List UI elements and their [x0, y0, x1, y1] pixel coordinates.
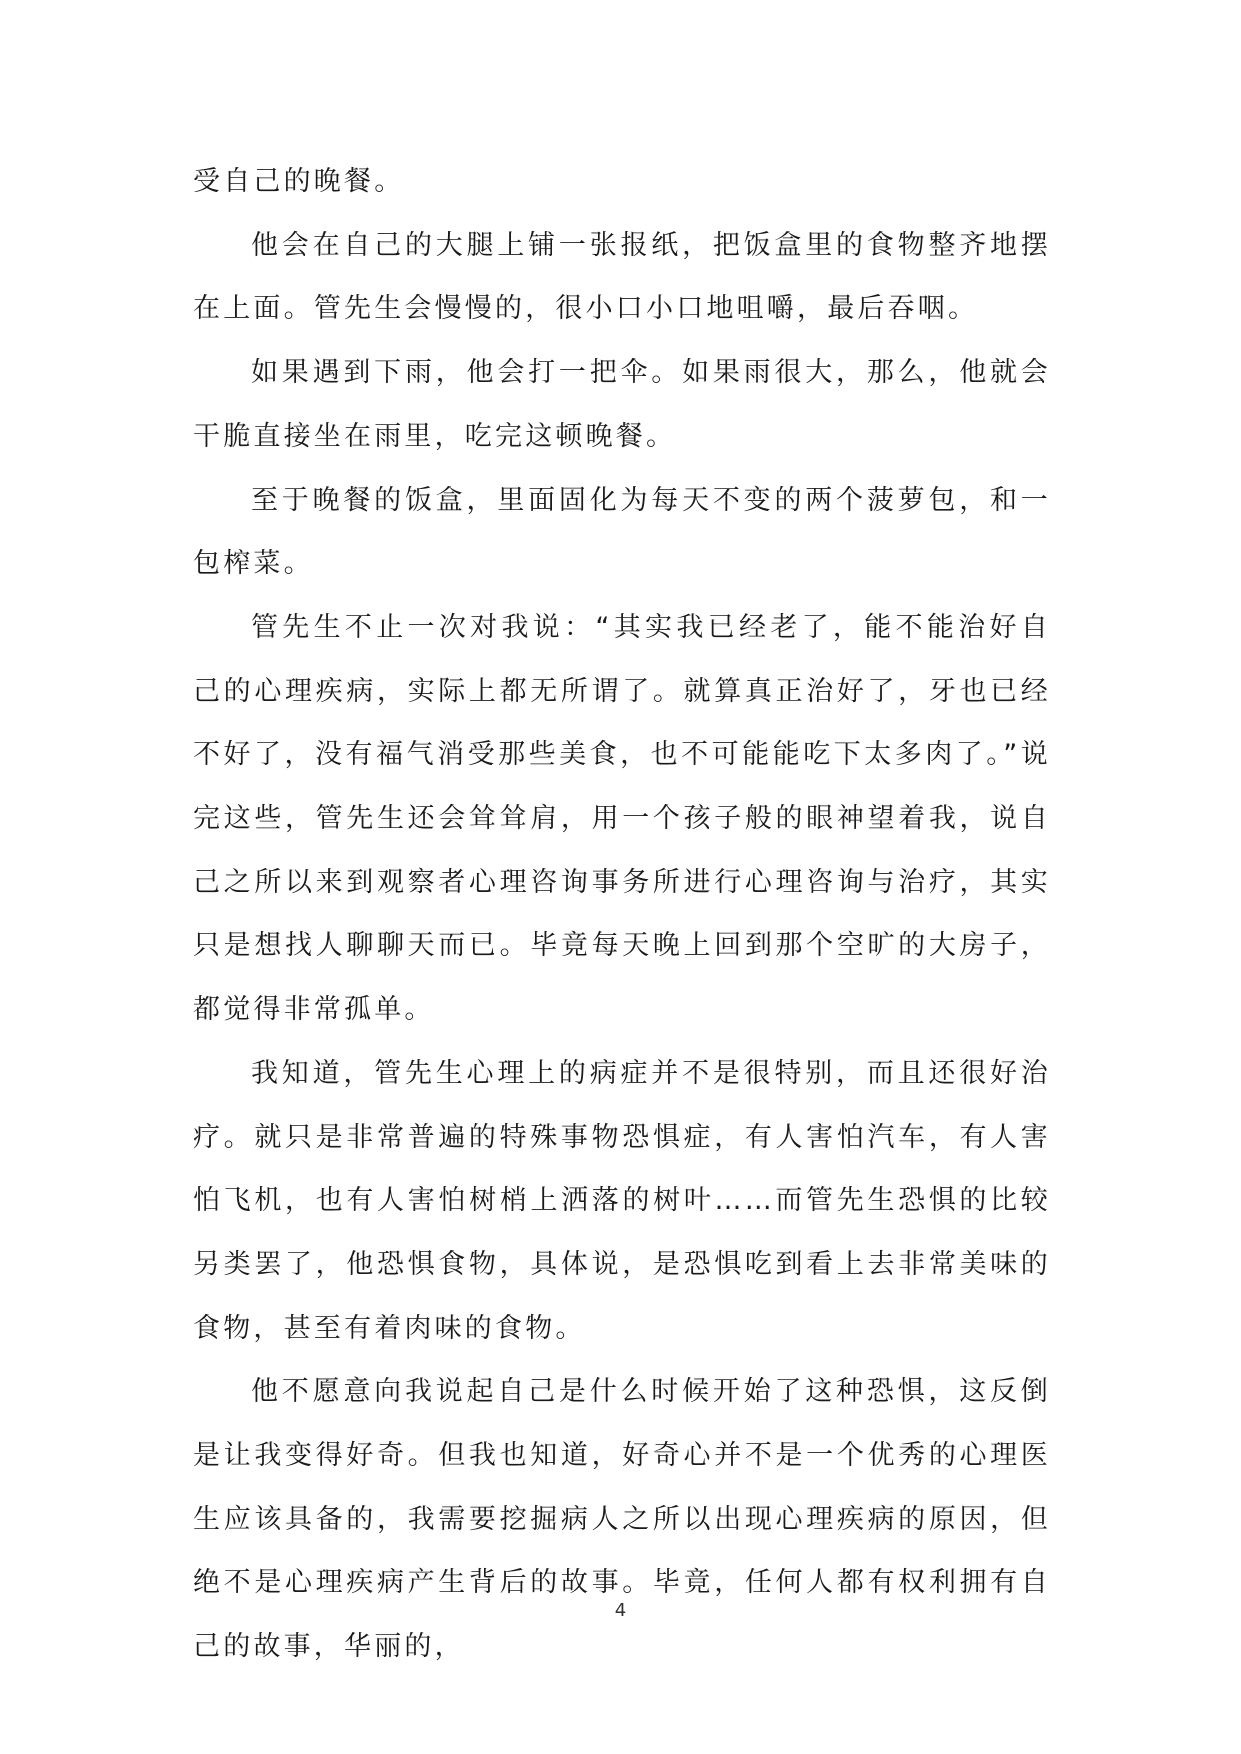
- paragraph-6: 我知道，管先生心理上的病症并不是很特别，而且还很好治疗。就只是非常普遍的特殊事物恐惧症，有人害怕汽车，有人害怕飞机，也有人害怕树梢上洒落的树叶……而管先生恐惧的比较另类罢了，他恐惧食物，具体说，是恐惧吃到看上去非常美味的食物，甚至有着肉味的食物。: [193, 1057, 1051, 1344]
- paragraph-7: 他不愿意向我说起自己是什么时候开始了这种恐惧，这反倒是让我变得好奇。但我也知道，好奇心并不是一个优秀的心理医生应该具备的，我需要挖掘病人之所以出现心理疾病的原因，但绝不是心理疾病产生背后的故事。毕竟，任何人都有权利拥有自己的故事，华丽的，: [193, 1376, 1051, 1663]
- paragraph-3: 如果遇到下雨，他会打一把伞。如果雨很大，那么，他就会干脆直接坐在雨里，吃完这顿晚餐。: [193, 357, 1051, 452]
- paragraph-5: 管先生不止一次对我说：“其实我已经老了，能不能治好自己的心理疾病，实际上都无所谓了。就算真正治好了，牙也已经不好了，没有福气消受那些美食，也不可能能吃下太多肉了。”说完这些，管先生还会耸耸肩，用一个孩子般的眼神望着我，说自己之所以来到观察者心理咨询事务所进行心理咨询与治疗，其实只是想找人聊聊天而已。毕竟每天晚上回到那个空旷的大房子，都觉得非常孤单。: [193, 611, 1051, 1026]
- paragraph-1: 受自己的晚餐。: [193, 166, 405, 197]
- paragraph-4: 至于晚餐的饭盒，里面固化为每天不变的两个菠萝包，和一包榨菜。: [193, 484, 1051, 580]
- body-text: [193, 150, 1051, 1679]
- page-number: 4: [614, 1600, 627, 1621]
- paragraph-2: 他会在自己的大腿上铺一张报纸，把饭盒里的食物整齐地摆在上面。管先生会慢慢的，很小口小口地咀嚼，最后吞咽。: [193, 229, 1051, 325]
